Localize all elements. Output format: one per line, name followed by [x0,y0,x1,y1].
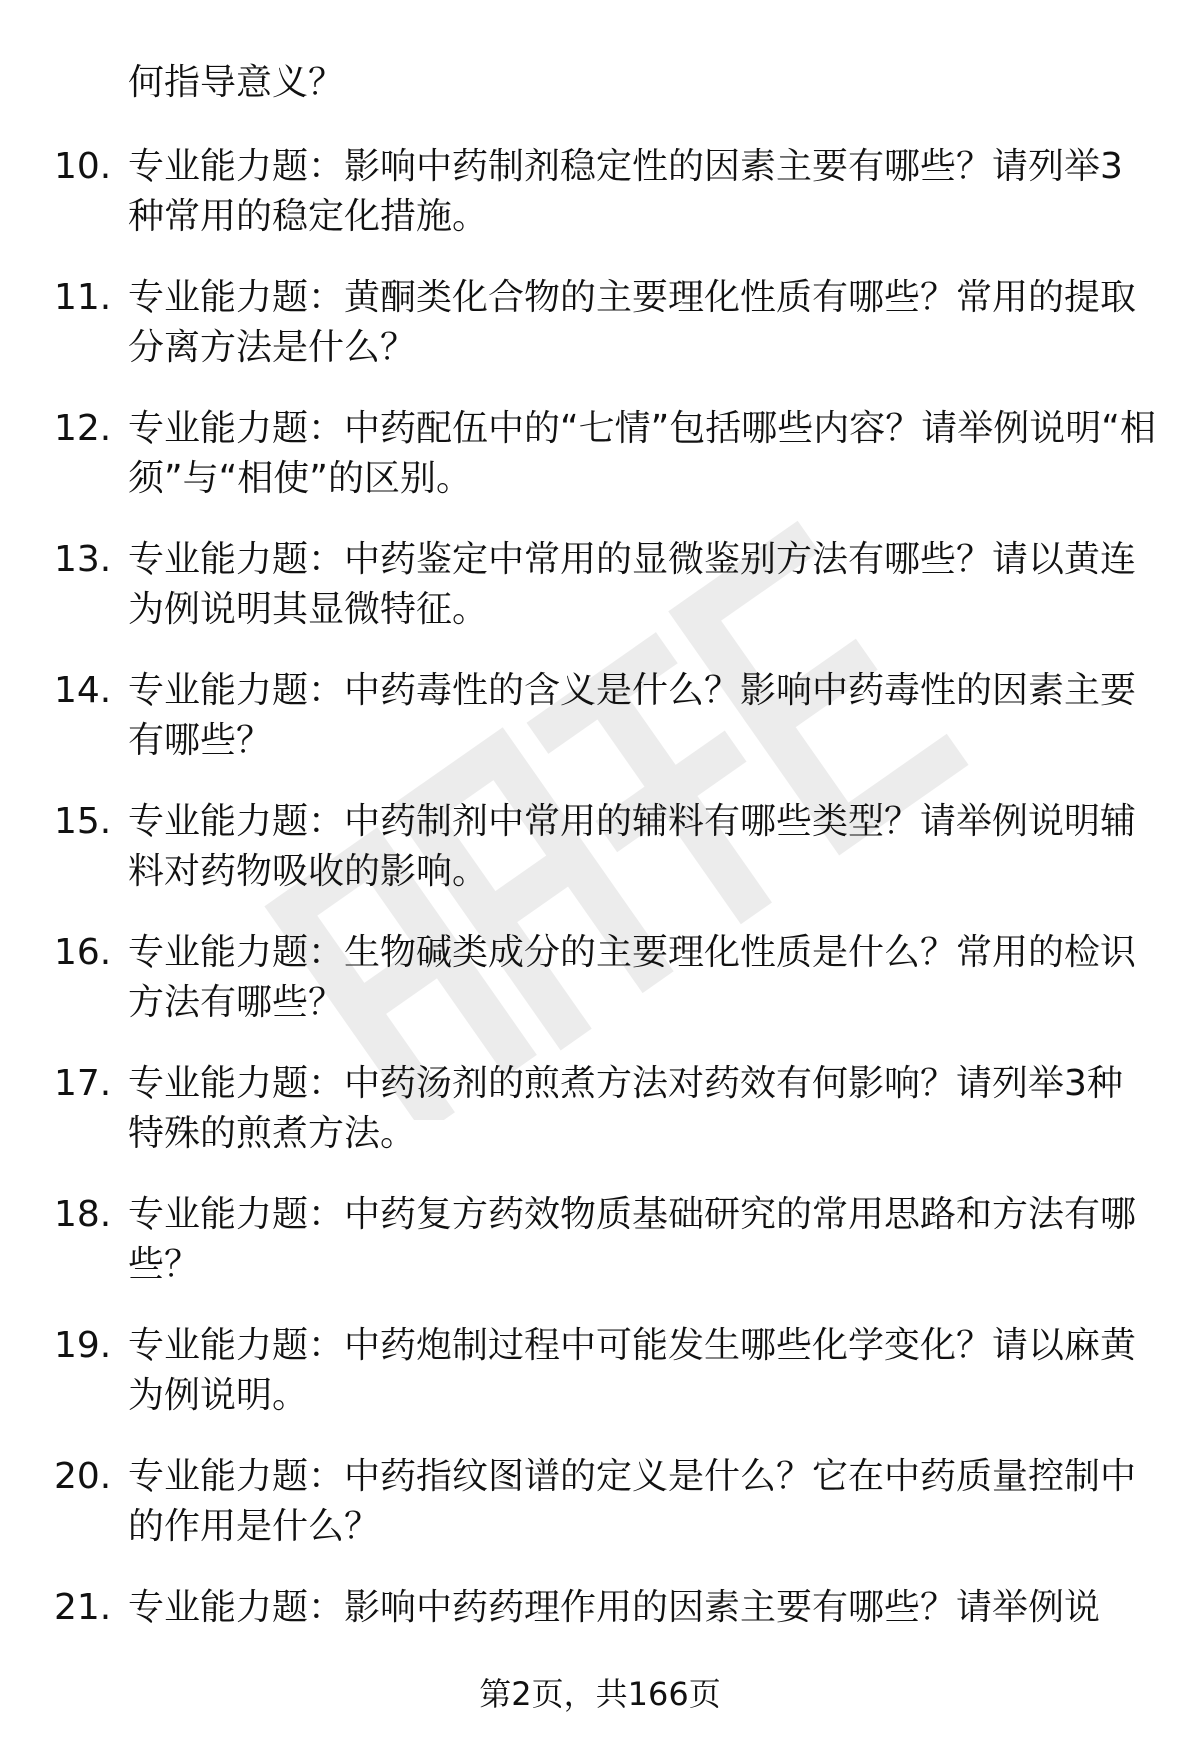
list-item [0,928,1200,1059]
question-number: 14. [54,670,112,711]
question-number: 21. [54,1587,112,1628]
question-text: 专业能力题：中药汤剂的煎煮方法对药效有何影响？请列举3种特殊的煎煮方法。 [128,1063,1123,1154]
question-text: 专业能力题：影响中药制剂稳定性的因素主要有哪些？请列举3种常用的稳定化措施。 [128,146,1123,237]
continuation-text: 何指导意义？ [128,62,345,103]
list-item [0,535,1200,666]
question-number: 20. [54,1456,112,1497]
question-number: 17. [54,1063,112,1104]
question-number: 10. [54,146,112,187]
question-text: 专业能力题：影响中药药理作用的因素主要有哪些？请举例说 [128,1587,1101,1628]
question-number: 13. [54,539,112,580]
list-item [0,1452,1200,1583]
question-text: 专业能力题：中药炮制过程中可能发生哪些化学变化？请以麻黄为例说明。 [128,1325,1137,1416]
question-number: 11. [54,277,112,318]
list-item [0,1190,1200,1321]
list-item [0,1321,1200,1452]
question-number: 18. [54,1194,112,1235]
question-text: 专业能力题：生物碱类成分的主要理化性质是什么？常用的检识方法有哪些？ [128,932,1137,1023]
question-text: 专业能力题：中药复方药效物质基础研究的常用思路和方法有哪些？ [128,1194,1137,1285]
question-text: 专业能力题：中药指纹图谱的定义是什么？它在中药质量控制中的作用是什么？ [128,1456,1137,1547]
list-item [0,797,1200,928]
list-item [0,404,1200,535]
question-number: 15. [54,801,112,842]
page-footer: 第2页，共166页 [479,1675,721,1713]
question-list [0,142,1200,1714]
list-item [0,273,1200,404]
question-number: 16. [54,932,112,973]
question-number: 19. [54,1325,112,1366]
list-item [0,666,1200,797]
question-text: 专业能力题：中药配伍中的“七情”包括哪些内容？请举例说明“相须”与“相使”的区别。 [128,408,1156,499]
question-text: 专业能力题：中药毒性的含义是什么？影响中药毒性的因素主要有哪些？ [128,670,1137,761]
question-number: 12. [54,408,112,449]
question-text: 专业能力题：中药鉴定中常用的显微鉴别方法有哪些？请以黄连为例说明其显微特征。 [128,539,1137,630]
list-item [0,1059,1200,1190]
question-text: 专业能力题：黄酮类化合物的主要理化性质有哪些？常用的提取分离方法是什么？ [128,277,1137,368]
list-item [0,142,1200,273]
question-text: 专业能力题：中药制剂中常用的辅料有哪些类型？请举例说明辅料对药物吸收的影响。 [128,801,1137,892]
